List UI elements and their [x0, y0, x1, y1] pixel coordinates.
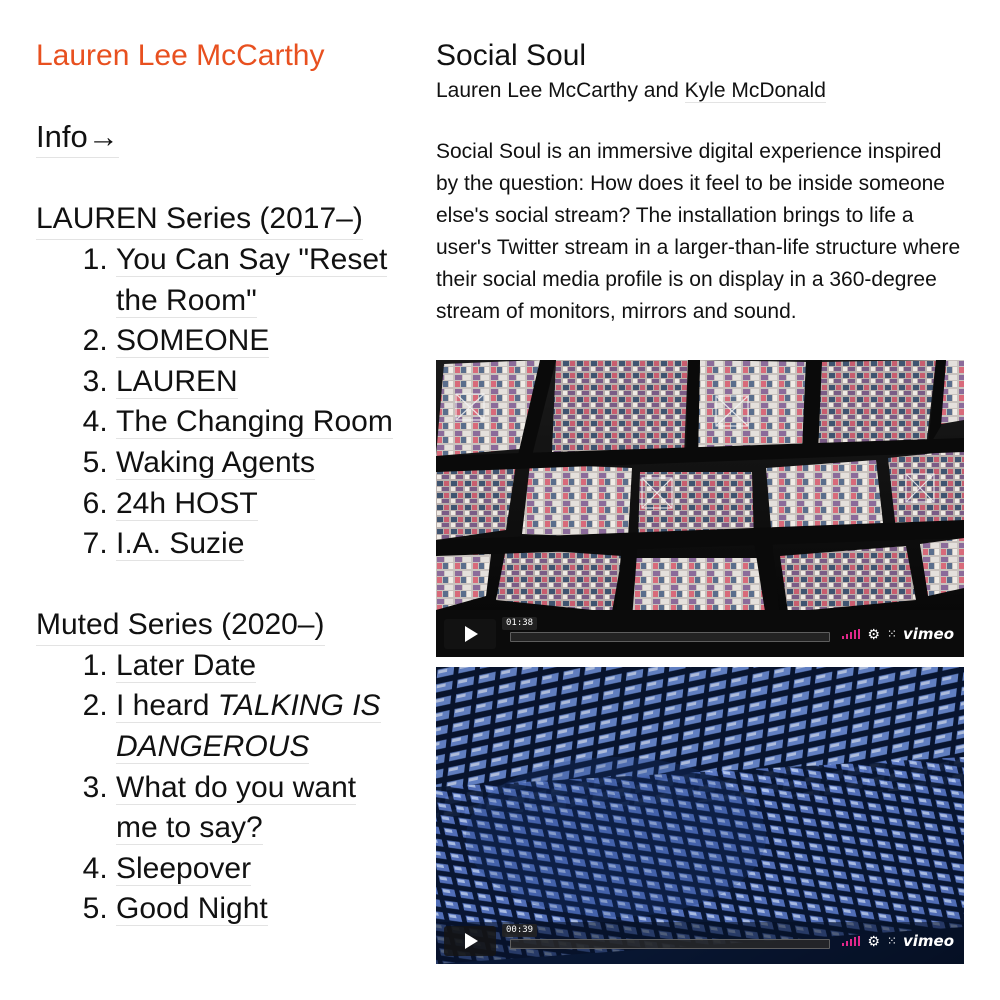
vimeo-logo[interactable]: vimeo [902, 932, 954, 950]
play-icon [465, 933, 478, 949]
list-item [116, 646, 396, 687]
project-link[interactable]: Waking Agents [116, 445, 315, 479]
progress-track[interactable] [510, 632, 830, 642]
player-right-controls [842, 625, 954, 643]
duration-badge: 00:39 [502, 924, 537, 937]
volume-icon[interactable] [842, 936, 860, 946]
list-item [116, 402, 396, 443]
video-controls [444, 926, 954, 956]
video-player[interactable] [436, 360, 964, 657]
fullscreen-icon[interactable]: ⁙ [886, 627, 896, 641]
project-link[interactable]: 24h HOST [116, 486, 258, 520]
list-item [116, 889, 396, 930]
progress-track[interactable] [510, 939, 830, 949]
collaborator-link[interactable]: Kyle McDonald [684, 79, 826, 102]
list-item [116, 362, 396, 403]
project-link[interactable]: I.A. Suzie [116, 527, 245, 561]
project-content [436, 36, 964, 964]
project-link[interactable]: Sleepover [116, 851, 252, 885]
series-muted [36, 605, 396, 930]
site-title-link[interactable]: Lauren Lee McCarthy [36, 39, 325, 72]
series-title: Muted Series (2020–) [36, 605, 325, 646]
project-link[interactable]: SOMEONE [116, 324, 270, 358]
video-player[interactable] [436, 667, 964, 964]
volume-icon[interactable] [842, 629, 860, 639]
series-lauren [36, 199, 396, 565]
video-frame-color [436, 360, 964, 657]
project-description: Social Soul is an immersive digital experience inspired by the question: How does it feel to be inside someone else's social stream? The installation brings to life a user's Twitter stream in a larger-than-life structure where their social media profile is on display in a 360-degree stream of monitors, mirrors and sound. [436, 140, 961, 323]
list-item [116, 686, 396, 767]
duration-badge: 01:38 [502, 617, 537, 630]
project-link[interactable] [116, 689, 381, 764]
credit-text: Lauren Lee McCarthy and [436, 79, 685, 102]
project-link-italic: TALKING IS DANGEROUS [116, 689, 381, 763]
project-link[interactable]: Good Night [116, 892, 268, 926]
project-link[interactable]: The Changing Room [116, 405, 393, 439]
list-item [116, 321, 396, 362]
list-item [116, 849, 396, 890]
project-link-text: I heard [116, 689, 218, 723]
series-title: LAUREN Series (2017–) [36, 199, 363, 240]
progress-bar[interactable] [502, 619, 838, 649]
sidebar-nav [36, 36, 396, 970]
play-button[interactable] [444, 926, 496, 956]
play-button[interactable] [444, 619, 496, 649]
gear-icon[interactable]: ⚙ [867, 933, 880, 949]
info-link[interactable]: Info→ [36, 117, 119, 158]
list-item [116, 443, 396, 484]
list-item [116, 768, 396, 849]
series-list [36, 646, 396, 930]
video-frame-blue [436, 667, 964, 964]
progress-bar[interactable] [502, 926, 838, 956]
project-link[interactable]: You Can Say "Reset the Room" [116, 243, 388, 317]
gear-icon[interactable]: ⚙ [867, 626, 880, 642]
play-icon [465, 626, 478, 642]
video-controls [444, 619, 954, 649]
project-credits [436, 76, 964, 106]
vimeo-logo[interactable]: vimeo [902, 625, 954, 643]
series-list [36, 240, 396, 565]
list-item [116, 240, 396, 321]
list-item [116, 524, 396, 565]
player-right-controls [842, 932, 954, 950]
project-link[interactable]: What do you want me to say? [116, 770, 357, 845]
list-item [116, 484, 396, 525]
project-link[interactable]: LAUREN [116, 364, 238, 398]
project-link[interactable]: Later Date [116, 648, 257, 682]
fullscreen-icon[interactable]: ⁙ [886, 934, 896, 948]
page-title: Social Soul [436, 39, 587, 72]
